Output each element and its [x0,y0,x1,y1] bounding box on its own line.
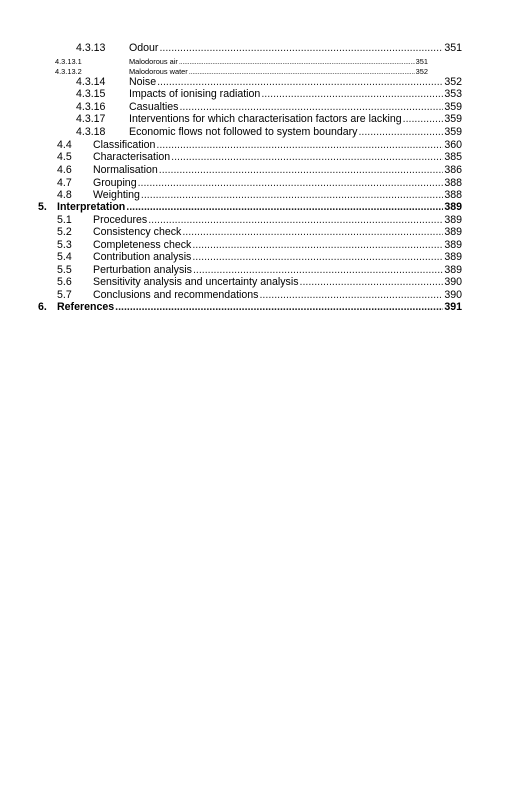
toc-entry-page-number: 351 [415,57,428,66]
toc-entry-title: Characterisation [93,151,171,163]
toc-entry-title: Economic flows not followed to system boundary [129,126,358,138]
toc-entry-number: 5.1 [57,214,72,226]
toc-entry-page-number: 389 [444,214,462,226]
toc-entry-number: 4.6 [57,164,72,176]
toc-entry-title: Weighting [93,189,140,201]
dot-leader [159,42,443,55]
toc-entry-number: 5.3 [57,239,72,251]
toc-entry [38,201,462,214]
toc-entry-page-number: 359 [444,113,462,125]
toc-entry-title: Completeness check [93,239,192,251]
toc-entry-number: 4.8 [57,189,72,201]
toc-entry-page-number: 359 [444,101,462,113]
toc-entry [57,251,462,264]
dot-leader [182,226,443,239]
toc-entry [76,113,462,126]
toc-entry-number: 4.3.17 [76,113,106,125]
toc-entry [57,164,462,177]
toc-entry-title: Interpretation [57,201,126,213]
dot-leader [403,113,444,126]
dot-leader [115,301,443,314]
toc-entry-number: 5.6 [57,276,72,288]
toc-entry-number: 4.3.15 [76,88,106,100]
toc-entry [55,57,428,67]
toc-entry [76,42,462,55]
toc-entry-page-number: 389 [444,264,462,276]
dot-leader [261,88,443,101]
toc-entry-number: 6. [38,301,47,313]
toc-entry-page-number: 391 [444,301,462,313]
toc-entry-title: References [57,301,115,313]
toc-entry [57,276,462,289]
toc-entry-number: 5.2 [57,226,72,238]
toc-entry-title: Interventions for which characterisation factors are lacking [129,113,402,125]
toc-entry-title: Perturbation analysis [93,264,192,276]
dot-leader [300,276,444,289]
toc-entry-page-number: 389 [444,226,462,238]
toc-entry-page-number: 390 [444,289,462,301]
toc-entry-title: Normalisation [93,164,158,176]
toc-entry [38,301,462,314]
toc-entry-title: Procedures [93,214,148,226]
toc-entry-title: Grouping [93,177,137,189]
toc-entry-number: 5. [38,201,47,213]
dot-leader [179,57,415,67]
toc-entry-title: Malodorous air [129,57,178,66]
toc-entry-number: 4.3.18 [76,126,106,138]
toc-entry-number: 5.7 [57,289,72,301]
toc-entry-page-number: 352 [444,76,462,88]
toc-entry-number: 4.7 [57,177,72,189]
toc-entry-title: Classification [93,139,156,151]
toc-entry-title: Noise [129,76,157,88]
toc-entry-page-number: 360 [444,139,462,151]
toc-entry-title: Conclusions and recommendations [93,289,259,301]
toc-entry [76,126,462,139]
toc-entry-page-number: 389 [444,201,462,213]
toc-entry-title: Malodorous water [129,67,188,76]
dot-leader [126,201,443,214]
dot-leader [171,151,443,164]
toc-entry-number: 4.4 [57,139,72,151]
toc-entry-title: Casualties [129,101,179,113]
toc-entry-title: Sensitivity analysis and uncertainty analysis [93,276,299,288]
toc-entry-number: 4.3.13 [76,42,106,54]
toc-entry-page-number: 386 [444,164,462,176]
toc-entry-number: 4.3.13.2 [55,67,82,76]
toc-entry-page-number: 390 [444,276,462,288]
toc-entry-page-number: 352 [415,67,428,76]
toc-entry-page-number: 359 [444,126,462,138]
toc-entry-page-number: 353 [444,88,462,100]
toc-entry-page-number: 388 [444,189,462,201]
toc-entry-title: Consistency check [93,226,182,238]
toc-entry [57,151,462,164]
toc-entry-number: 5.5 [57,264,72,276]
toc-entry-number: 4.3.13.1 [55,57,82,66]
toc-entry-number: 4.5 [57,151,72,163]
dot-leader [192,251,443,264]
toc-entry-title: Contribution analysis [93,251,192,263]
toc-entry-page-number: 389 [444,239,462,251]
toc-entry-number: 4.3.16 [76,101,106,113]
toc-entry-page-number: 388 [444,177,462,189]
toc-entry-page-number: 351 [444,42,462,54]
toc-entry-page-number: 385 [444,151,462,163]
toc-entry [76,88,462,101]
dot-leader [358,126,443,139]
toc-entry-title: Impacts of ionising radiation [129,88,261,100]
toc-entry-number: 4.3.14 [76,76,106,88]
toc-entry [57,226,462,239]
toc-entry-title: Odour [129,42,159,54]
toc-entry-number: 5.4 [57,251,72,263]
toc-entry-page-number: 389 [444,251,462,263]
dot-leader [159,164,444,177]
